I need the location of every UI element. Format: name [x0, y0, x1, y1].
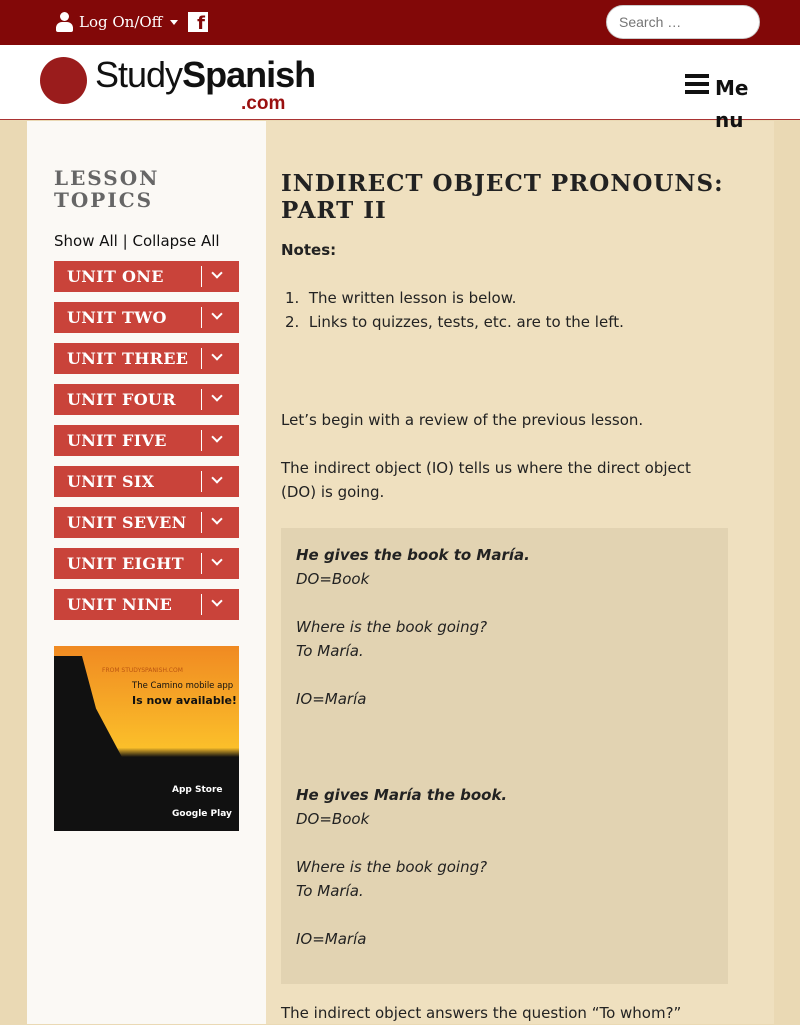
paragraph: Let’s begin with a review of the previous lesson.: [281, 411, 644, 429]
example-do: DO=Book: [296, 810, 370, 828]
logo-spanish: Spanish: [182, 54, 316, 95]
divider: [201, 266, 202, 287]
unit-accordion[interactable]: [54, 384, 239, 415]
menu-button[interactable]: [685, 72, 755, 136]
chevron-down-icon[interactable]: [211, 513, 222, 524]
example-do: DO=Book: [296, 570, 370, 588]
google-play-badge[interactable]: Google Play: [172, 809, 232, 819]
unit-label: UNIT SEVEN: [67, 513, 187, 532]
unit-accordion[interactable]: [54, 261, 239, 292]
notes-item: 2. Links to quizzes, tests, etc. are to the left.: [285, 313, 624, 331]
unit-label: UNIT FIVE: [67, 431, 167, 450]
notes-label: Notes:: [281, 241, 337, 259]
show-collapse: [54, 232, 220, 250]
chevron-down-icon[interactable]: [211, 390, 222, 401]
logo[interactable]: [95, 54, 316, 95]
unit-accordion[interactable]: [54, 302, 239, 333]
example-question: Where is the book going?: [296, 618, 488, 636]
paragraph: The indirect object (IO) tells us where the direct object (DO) is going.: [281, 459, 691, 501]
example-sentence: He gives the book to María.: [296, 546, 530, 564]
login-label: Log On/Off: [79, 13, 163, 31]
example-answer: To María.: [296, 882, 364, 900]
unit-accordion[interactable]: [54, 343, 239, 374]
example-answer: To María.: [296, 642, 364, 660]
example-io: IO=María: [296, 930, 367, 948]
chevron-down-icon[interactable]: [211, 554, 222, 565]
separator: |: [122, 232, 128, 250]
unit-accordion[interactable]: [54, 548, 239, 579]
logo-icon[interactable]: [40, 57, 87, 104]
example-question: Where is the book going?: [296, 858, 488, 876]
login-menu[interactable]: [55, 12, 178, 32]
ad-from: FROM STUDYSPANISH.COM: [102, 667, 183, 674]
logo-study: Study: [95, 54, 183, 95]
unit-label: UNIT FOUR: [67, 390, 176, 409]
example-box: [281, 528, 728, 984]
camino-app-ad[interactable]: [54, 646, 239, 831]
user-icon: [55, 12, 73, 32]
unit-label: UNIT SIX: [67, 472, 155, 491]
logo-com: .com: [241, 93, 286, 114]
show-all-link[interactable]: Show All: [54, 232, 118, 250]
unit-accordion[interactable]: [54, 507, 239, 538]
chevron-down-icon[interactable]: [211, 595, 222, 606]
chevron-down-icon[interactable]: [211, 431, 222, 442]
chevron-down-icon[interactable]: [211, 349, 222, 360]
chevron-down-icon[interactable]: [211, 267, 222, 278]
chevron-down-icon[interactable]: [211, 472, 222, 483]
unit-label: UNIT NINE: [67, 595, 173, 614]
unit-label: UNIT ONE: [67, 267, 164, 286]
app-store-badge[interactable]: App Store: [172, 785, 223, 795]
unit-label: UNIT EIGHT: [67, 554, 184, 573]
notes-item-text: Links to quizzes, tests, etc. are to the left.: [308, 313, 624, 331]
divider: [201, 389, 202, 410]
ad-line2: Is now available!: [132, 694, 237, 707]
caret-down-icon: [170, 20, 178, 25]
notes-item: 1. The written lesson is below.: [285, 289, 517, 307]
divider: [201, 471, 202, 492]
hamburger-icon: [685, 74, 709, 94]
unit-accordion[interactable]: [54, 425, 239, 456]
example-sentence: He gives María the book.: [296, 786, 508, 804]
unit-label: UNIT TWO: [67, 308, 167, 327]
paragraph: The indirect object answers the question “To whom?”: [281, 1004, 682, 1022]
divider: [201, 348, 202, 369]
divider: [201, 307, 202, 328]
ad-line1: The Camino mobile app: [132, 681, 234, 691]
divider: [201, 430, 202, 451]
menu-label: Menu: [715, 76, 749, 132]
collapse-all-link[interactable]: Collapse All: [132, 232, 220, 250]
knight-illustration: [54, 656, 124, 831]
search-input[interactable]: [606, 5, 760, 39]
top-bar: [0, 0, 800, 45]
facebook-icon[interactable]: f: [188, 12, 208, 32]
unit-accordion[interactable]: [54, 589, 239, 620]
example-io: IO=María: [296, 690, 367, 708]
chevron-down-icon[interactable]: [211, 308, 222, 319]
divider: [201, 594, 202, 615]
divider: [201, 512, 202, 533]
divider: [201, 553, 202, 574]
lesson-topics-heading: LESSON TOPICS: [54, 166, 160, 212]
unit-accordion[interactable]: [54, 466, 239, 497]
unit-label: UNIT THREE: [67, 349, 189, 368]
notes-item-text: The written lesson is below.: [308, 289, 517, 307]
page-title: INDIRECT OBJECT PRONOUNS: PART II: [281, 170, 724, 224]
